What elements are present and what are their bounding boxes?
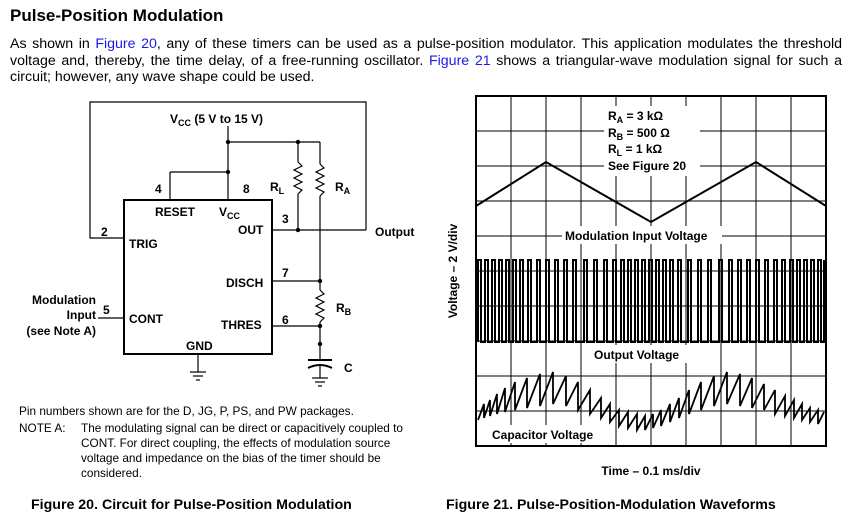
pin-8-number: 8 [243, 182, 250, 196]
scope-rb-value: $R_B = 500$ Ω [608, 126, 670, 142]
scope-rl-value: $R_L = 1$ kΩ [608, 142, 663, 158]
intro-text-3: shows a triangular-wave modulation signal for such a circuit; however, any wave shape could be used. [10, 52, 842, 85]
ic-trig-label: TRIG [129, 237, 158, 251]
output-voltage-label: Output Voltage [594, 348, 680, 362]
note-a-label: NOTE A: [19, 421, 66, 435]
pin-2-number: 2 [101, 225, 108, 239]
rb-label: $R_B$ [336, 301, 352, 317]
ic-gnd-label: GND [186, 339, 213, 353]
figure-21-link[interactable]: Figure 21 [428, 52, 491, 69]
intro-text-2: , any of these timers can be used as a pulse-position modulator. This application modulates the threshold voltage and, thereby, the time delay, of a free-running oscillator. [10, 36, 843, 69]
output-voltage-trace [478, 260, 824, 342]
pin-5-number: 5 [103, 303, 110, 317]
capacitor-label: C [344, 361, 353, 375]
figure-20-link[interactable]: Figure 20 [95, 36, 157, 52]
circuit-diagram [0, 92, 432, 402]
note-a-text: The modulating signal can be direct or capacitively coupled to CONT. For direct coupling, the effects of modulation source voltage and impedance on the bias of the timer should be considered. [81, 421, 403, 480]
figure-21-caption: Figure 21. Pulse-Position-Modulation Waveforms [446, 497, 776, 513]
intro-paragraph [10, 36, 842, 86]
ic-cont-label: CONT [129, 312, 163, 326]
section-title: Pulse-Position Modulation [10, 6, 224, 25]
oscilloscope-waveforms [438, 92, 838, 484]
rl-label: $R_L$ [270, 180, 285, 196]
intro-text-1: As shown in [10, 36, 96, 52]
ic-thres-label: THRES [221, 318, 262, 332]
mod-input-line-2: Input [66, 308, 96, 322]
pin-numbers-note: Pin numbers shown are for the D, JG, P, PS, and PW packages. [19, 404, 354, 418]
ic-vcc-label: $V_{CC}$ [219, 205, 241, 221]
pin-7-number: 7 [282, 266, 289, 280]
note-a [19, 421, 429, 481]
mod-input-line-1: Modulation [32, 293, 96, 307]
scope-ra-value: $R_A = 3$ kΩ [608, 109, 664, 125]
output-label: Output [375, 225, 415, 239]
x-axis-label: Time – 0.1 ms/div [601, 464, 701, 478]
scope-see-figure: See Figure 20 [608, 159, 687, 173]
mod-input-line-3: (see Note A) [26, 324, 96, 338]
ra-label: $R_A$ [335, 180, 351, 196]
ic-out-label: OUT [238, 223, 264, 237]
pin-4-number: 4 [155, 182, 162, 196]
resistor-ra [316, 164, 324, 196]
resistor-rl [294, 162, 302, 194]
modulation-input-label: Modulation Input Voltage [565, 229, 708, 243]
pin-3-number: 3 [282, 212, 289, 226]
y-axis-label: Voltage – 2 V/div [446, 223, 460, 319]
vcc-supply-label: $V_{CC}$ (5 V to 15 V) [170, 112, 264, 128]
ic-reset-label: RESET [155, 205, 196, 219]
resistor-rb [316, 290, 324, 322]
figure-20-notes [19, 404, 429, 481]
figure-20-caption: Figure 20. Circuit for Pulse-Position Modulation [31, 497, 352, 513]
pin-6-number: 6 [282, 313, 289, 327]
ic-disch-label: DISCH [226, 276, 264, 290]
capacitor-voltage-label: Capacitor Voltage [492, 428, 594, 442]
